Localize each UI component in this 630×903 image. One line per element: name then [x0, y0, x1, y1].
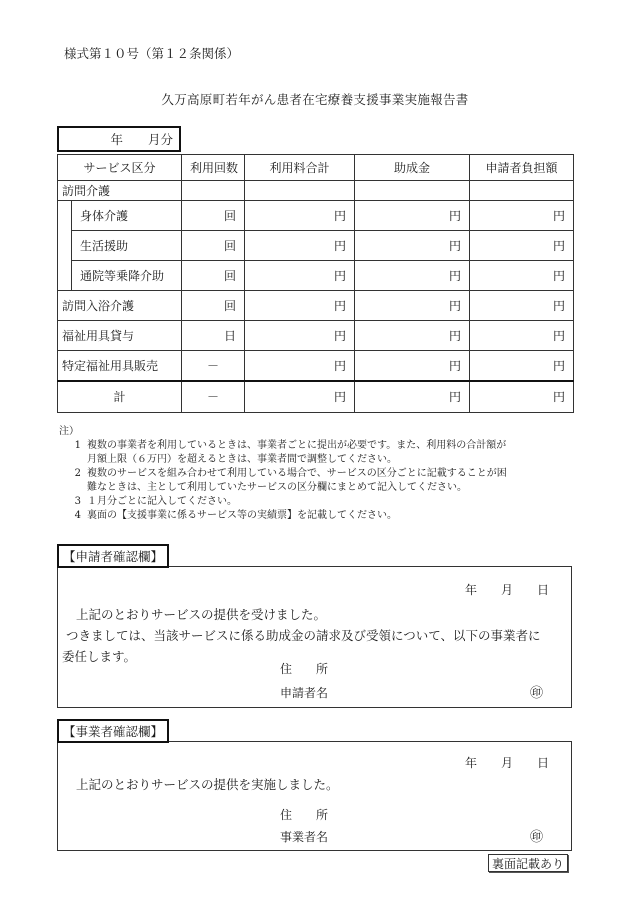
subsidy-cell[interactable]: 円: [355, 291, 470, 321]
header-subsidy: 助成金: [355, 155, 470, 181]
service-name: 通院等乗降介助: [72, 261, 182, 291]
total-burden-cell[interactable]: 円: [470, 381, 574, 413]
business-section-label: [57, 719, 169, 743]
business-statement: 上記のとおりサービスの提供を実施しました。: [76, 777, 339, 792]
header-usage-count: 利用回数: [182, 155, 245, 181]
usage-count-cell[interactable]: 回: [182, 201, 245, 231]
note-item: [59, 509, 579, 523]
note-text: 裏面の【支援事業に係るサービス等の実績票】を記載してください。: [87, 510, 397, 521]
burden-cell[interactable]: 円: [470, 261, 574, 291]
note-number: 1: [74, 440, 81, 451]
business-address-label: 住 所: [280, 808, 329, 822]
applicant-statement: 上記のとおりサービスの提供を受けました。: [76, 607, 327, 622]
notes-heading: 注）: [59, 426, 79, 437]
table-row: [58, 351, 574, 381]
business-section: [57, 741, 572, 851]
category-blank: [182, 181, 245, 201]
notes-section: [59, 425, 579, 523]
category-blank: [355, 181, 470, 201]
total-fee-cell[interactable]: 円: [245, 381, 355, 413]
note-number: 3: [74, 496, 81, 507]
table-row: [58, 201, 574, 231]
total-label: 計: [58, 381, 182, 413]
usage-count-cell[interactable]: 日: [182, 321, 245, 351]
usage-count-cell[interactable]: 回: [182, 231, 245, 261]
fee-total-cell[interactable]: 円: [245, 321, 355, 351]
form-number: 様式第１０号（第１２条関係）: [64, 46, 240, 61]
table-row: [58, 231, 574, 261]
month-label: 年 月分: [110, 132, 173, 147]
applicant-delegation-continued: 委任します。: [62, 649, 137, 664]
note-text: 複数のサービスを組み合わせて利用している場合で、サービスの区分ごとに記載することが困: [87, 468, 507, 479]
note-text-continued: 月額上限（６万円）を超えるときは、事業者間で調整してください。: [87, 454, 397, 465]
subsidy-cell[interactable]: 円: [355, 261, 470, 291]
category-blank: [245, 181, 355, 201]
back-side-note-text: 裏面記載あり: [491, 856, 564, 871]
business-name-label: 事業者名: [280, 830, 329, 844]
fee-total-cell[interactable]: 円: [245, 231, 355, 261]
header-applicant-burden: 申請者負担額: [470, 155, 574, 181]
service-name: 訪問入浴介護: [58, 291, 182, 321]
table-row: [58, 261, 574, 291]
note-item: [59, 439, 579, 453]
applicant-label-text: 【申請者確認欄】: [63, 549, 164, 564]
category-blank: [470, 181, 574, 201]
table-row: [58, 291, 574, 321]
month-field[interactable]: [57, 126, 181, 152]
service-name: 生活援助: [72, 231, 182, 261]
usage-count-cell[interactable]: 回: [182, 291, 245, 321]
applicant-address-label: 住 所: [280, 662, 329, 676]
applicant-name-label: 申請者名: [280, 686, 329, 700]
service-table: [57, 154, 574, 413]
service-name: 福祉用具貸与: [58, 321, 182, 351]
burden-cell[interactable]: 円: [470, 321, 574, 351]
fee-total-cell[interactable]: 円: [245, 261, 355, 291]
indent-spacer: [58, 201, 72, 231]
subsidy-cell[interactable]: 円: [355, 201, 470, 231]
back-side-note: [488, 854, 568, 872]
fee-total-cell[interactable]: 円: [245, 351, 355, 381]
service-name: 特定福祉用具販売: [58, 351, 182, 381]
business-label-text: 【事業者確認欄】: [63, 724, 164, 739]
applicant-section-label: [57, 544, 169, 568]
note-item: [59, 495, 579, 509]
applicant-date[interactable]: 年 月 日: [464, 583, 549, 597]
note-number: 2: [74, 468, 81, 479]
burden-cell[interactable]: 円: [470, 351, 574, 381]
subsidy-cell[interactable]: 円: [355, 231, 470, 261]
header-service-type: サービス区分: [58, 155, 182, 181]
note-text: １月分ごとに記入してください。: [87, 496, 237, 507]
seal-icon: ㊞: [529, 830, 543, 845]
burden-cell[interactable]: 円: [470, 231, 574, 261]
note-item: [59, 467, 579, 481]
fee-total-cell[interactable]: 円: [245, 291, 355, 321]
table-header-row: [58, 155, 574, 181]
table-row: [58, 321, 574, 351]
service-name: 身体介護: [72, 201, 182, 231]
category-home-care-label: 訪問介護: [58, 181, 182, 201]
seal-icon: ㊞: [529, 686, 543, 701]
applicant-delegation-statement: つきましては、当該サービスに係る助成金の請求及び受領について、以下の事業者に: [66, 628, 541, 643]
usage-count-cell[interactable]: 回: [182, 261, 245, 291]
category-row-home-care: [58, 181, 574, 201]
burden-cell[interactable]: 円: [470, 291, 574, 321]
usage-count-cell: －: [182, 351, 245, 381]
applicant-section: [57, 566, 572, 708]
business-date[interactable]: 年 月 日: [464, 756, 549, 770]
total-subsidy-cell[interactable]: 円: [355, 381, 470, 413]
indent-spacer: [58, 261, 72, 291]
note-text: 複数の事業者を利用しているときは、事業者ごとに提出が必要です。また、利用料の合計額が: [87, 440, 507, 451]
indent-spacer: [58, 231, 72, 261]
burden-cell[interactable]: 円: [470, 201, 574, 231]
total-row: [58, 381, 574, 413]
subsidy-cell[interactable]: 円: [355, 351, 470, 381]
document-title: 久万高原町若年がん患者在宅療養支援事業実施報告書: [161, 92, 469, 107]
note-text-continued: 難なときは、主として利用していたサービスの区分欄にまとめて記入してください。: [87, 482, 467, 493]
header-fee-total: 利用料合計: [245, 155, 355, 181]
total-count-cell: －: [182, 381, 245, 413]
note-number: 4: [74, 510, 81, 521]
fee-total-cell[interactable]: 円: [245, 201, 355, 231]
subsidy-cell[interactable]: 円: [355, 321, 470, 351]
